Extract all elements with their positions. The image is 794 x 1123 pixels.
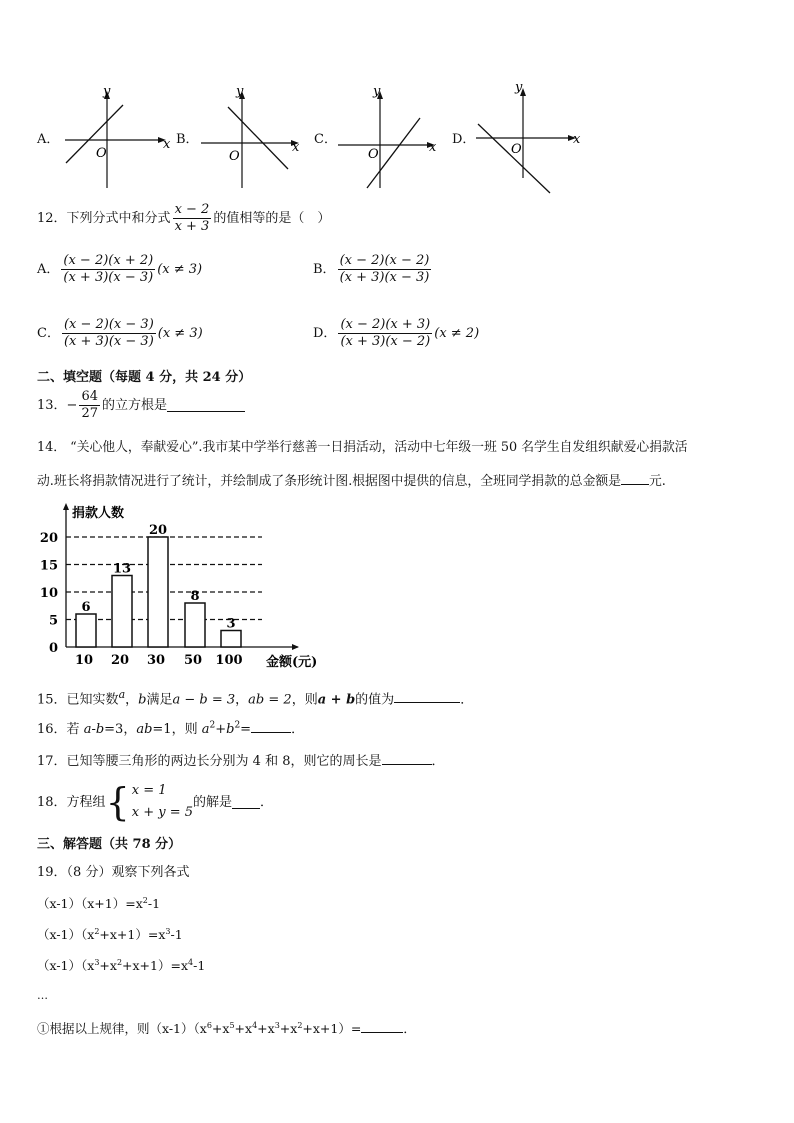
question-number: 12． (37, 210, 67, 226)
y-axis-label: y (515, 80, 523, 95)
answer-blank (621, 472, 649, 485)
exponent: 3 (165, 927, 171, 936)
stem-text: 的值相等的是（ ） (213, 210, 331, 226)
question-text: ． (460, 692, 474, 708)
question-text: ， (235, 692, 249, 708)
identity-text: -1 (170, 927, 183, 943)
question-text: ． (403, 1021, 416, 1036)
question-text: =3， (104, 722, 137, 737)
option-label: D． (313, 325, 337, 341)
q11-graph-b (196, 85, 311, 193)
y-axis-title: 捐款人数 (72, 506, 125, 521)
q19-identity-2 (37, 928, 183, 942)
fraction-numerator: 64 (81, 389, 98, 404)
identity-text: +x+1）=x (99, 927, 166, 943)
minus-sign: − (66, 397, 78, 413)
q11-graph-d (473, 78, 588, 196)
y-tick-label: 15 (39, 558, 58, 574)
exponent: 2 (234, 720, 241, 731)
question-text: 动.班长将捐款情况进行了统计，并绘制成了条形统计图.根据图中提供的信息，全班同学捐款的总金额是 (37, 474, 621, 489)
equation-system (132, 780, 193, 824)
option-condition: (x ≠ 3) (157, 325, 203, 341)
y-axis-label: y (373, 85, 381, 99)
option-condition: (x ≠ 2) (434, 325, 480, 341)
exponent: 4 (188, 958, 194, 967)
x-axis-arrow (292, 644, 299, 650)
origin-label: O (368, 147, 379, 162)
x-axis-label: x (573, 132, 581, 147)
bar (76, 614, 96, 647)
question-number: 15． (37, 692, 67, 708)
q19-identity-3 (37, 959, 205, 973)
equation: x + y = 5 (131, 805, 194, 820)
question-number: 17． (37, 754, 67, 769)
q11-graph-a (60, 85, 175, 193)
q11-option-c-label: C． (314, 132, 337, 147)
x-tick-label: 20 (110, 653, 130, 668)
question-text: = (240, 722, 252, 737)
question-text: （8 分）观察下列各式 (66, 865, 190, 880)
exponent: 2 (297, 1020, 303, 1030)
equation: a − b = 3 (172, 692, 236, 708)
question-text: +x+1）= (302, 1021, 362, 1036)
exponent: 4 (252, 1020, 258, 1030)
question-text: 若 (66, 722, 84, 737)
question-text: ，则 (291, 692, 318, 708)
question-text: 已知实数 (66, 692, 119, 708)
question-text: ． (260, 794, 274, 810)
q11-option-b-label: B． (176, 132, 199, 147)
q12-option-c (37, 318, 203, 348)
exponent: 6 (206, 1020, 212, 1030)
bar-data-label: 13 (112, 561, 132, 577)
identity-text: （x-1）（x (37, 927, 95, 943)
question-14-line-1: 14． “关心他人，奉献爱心”.我市某中学举行慈善一日捐活动，活动中七年级一班 50 名学生自发组织献爱心捐款活 (37, 440, 688, 455)
q19-identity-1 (37, 897, 160, 911)
fraction-numerator: x − 2 (174, 202, 210, 217)
option-condition: (x ≠ 3) (157, 261, 203, 277)
bar (221, 631, 241, 648)
question-text: =1，则 (152, 722, 202, 737)
y-tick-label: 5 (48, 613, 58, 629)
y-axis-label: y (103, 85, 111, 99)
question-18 (37, 780, 273, 824)
fraction-numerator: (x − 2)(x − 2) (339, 253, 430, 268)
question-number: 18． (37, 794, 67, 810)
bar (148, 537, 168, 647)
system-brace: { (105, 780, 130, 824)
bar-data-label: 8 (190, 589, 200, 604)
question-13 (37, 390, 245, 420)
question-number: 19． (37, 865, 67, 880)
expression: a-b (83, 722, 105, 737)
expression: ab (136, 722, 153, 737)
question-number: 13． (37, 397, 67, 413)
x-axis-label: x (163, 137, 171, 152)
exponent: 2 (116, 958, 123, 967)
option-fraction (62, 318, 156, 348)
answer-blank (394, 690, 460, 703)
question-12-stem (37, 203, 330, 233)
question-text: ， (125, 692, 139, 708)
origin-label: O (96, 146, 107, 161)
exponent: 3 (274, 1020, 280, 1030)
x-tick-label: 50 (183, 653, 203, 668)
question-16 (37, 720, 304, 736)
fraction-denominator: 27 (81, 405, 98, 421)
x-axis-label: x (429, 140, 437, 155)
bar-data-label: 6 (81, 600, 91, 615)
identity-text: +x (99, 958, 117, 974)
identity-text: -1 (147, 896, 161, 912)
identity-text: -1 (193, 958, 206, 974)
stem-fraction (173, 203, 212, 233)
section-3-title: 三、解答题（共 78 分） (37, 837, 182, 852)
answer-blank (251, 720, 291, 733)
option-label: C． (37, 325, 60, 341)
option-label: A． (37, 261, 60, 277)
answer-blank (382, 752, 432, 765)
q11-graph-c (335, 85, 445, 193)
expression: a (201, 722, 210, 737)
y-axis-arrow (63, 503, 69, 510)
bar-data-label: 20 (148, 523, 168, 538)
fraction-denominator: (x + 3)(x − 3) (63, 333, 154, 349)
answer-blank (232, 796, 260, 809)
answer-blank (361, 1020, 403, 1033)
question-text: 满足 (146, 692, 173, 708)
y-tick-label: 20 (39, 531, 58, 546)
exponent: 2 (94, 927, 100, 936)
fraction-denominator: (x + 3)(x − 2) (340, 333, 431, 349)
x-tick-label: 10 (74, 653, 94, 668)
bar (185, 603, 205, 647)
q19-ellipsis: … (37, 989, 48, 1002)
question-15 (37, 689, 473, 706)
question-text: ． (431, 754, 445, 769)
equation: ab = 2 (248, 692, 292, 708)
question-number: 16． (37, 722, 67, 737)
question-text: 的值为 (355, 692, 395, 708)
exponent: 2 (209, 720, 216, 731)
q12-option-d (313, 318, 479, 348)
q12-option-a (37, 254, 202, 284)
option-fraction (61, 254, 155, 284)
identity-text: （x-1）（x (37, 958, 95, 974)
question-text: 的立方根是 (102, 397, 168, 413)
q11-option-a-label: A． (37, 132, 60, 147)
stem-text: 下列分式中和分式 (66, 210, 171, 226)
q12-option-b (313, 254, 433, 284)
identity-text: +x+1）=x (122, 958, 189, 974)
x-tick-label: 30 (146, 653, 166, 668)
question-text: + (215, 722, 227, 737)
exponent: 2 (142, 896, 148, 905)
question-text: ． (291, 722, 305, 737)
fraction-numerator: (x − 2)(x − 3) (63, 317, 154, 332)
var-a: a (118, 688, 126, 701)
fraction (79, 390, 100, 420)
equation: x = 1 (131, 783, 167, 798)
bar (112, 576, 132, 648)
fraction-denominator: x + 3 (174, 218, 210, 234)
fraction-numerator: (x − 2)(x + 2) (63, 253, 154, 268)
origin-label: O (229, 149, 240, 164)
fraction-denominator: (x + 3)(x − 3) (63, 269, 154, 285)
question-19-intro (37, 866, 189, 879)
question-14-line-2 (37, 472, 666, 489)
q19-part-1: ①根据以上规律，则$(x-1)(x^6+x^5+x^4+x^3+x^2+x+1)=$ ． (37, 1020, 416, 1036)
question-text: 方程组 (66, 794, 106, 810)
option-label: B． (313, 261, 336, 277)
expression: b (226, 722, 235, 737)
y-tick-label: 10 (39, 586, 58, 601)
origin-label: O (511, 142, 522, 157)
question-text: ①根据以上规律，则（x-1）（x (37, 1021, 207, 1036)
x-axis-label: x (292, 140, 300, 155)
section-2-title: 二、填空题（每题 4 分，共 24 分） (37, 370, 252, 385)
question-text: 的解是 (193, 794, 233, 810)
question-text: 已知等腰三角形的两边长分别为 4 和 8，则它的周长是 (66, 754, 382, 769)
answer-blank (167, 399, 245, 412)
x-tick-label: 100 (215, 653, 243, 668)
option-fraction (338, 318, 432, 348)
option-fraction (338, 254, 432, 284)
fraction-numerator: (x − 2)(x + 3) (340, 317, 431, 332)
fraction-denominator: (x + 3)(x − 3) (339, 269, 430, 285)
y-tick-label: 0 (48, 641, 58, 656)
var-b: b (138, 692, 147, 708)
exponent: 5 (229, 1020, 235, 1030)
bar-data-label: 3 (226, 616, 236, 632)
x-axis-title: 金额(元) (266, 655, 318, 670)
expression: a + b (317, 692, 356, 708)
identity-text: （x-1）（x+1）=x (37, 896, 143, 912)
y-axis-label: y (236, 85, 244, 99)
donation-bar-chart (36, 500, 336, 675)
exponent: 3 (94, 958, 100, 967)
q11-option-d-label: D． (452, 132, 476, 147)
question-text: 元. (649, 474, 666, 489)
question-17 (37, 752, 445, 768)
